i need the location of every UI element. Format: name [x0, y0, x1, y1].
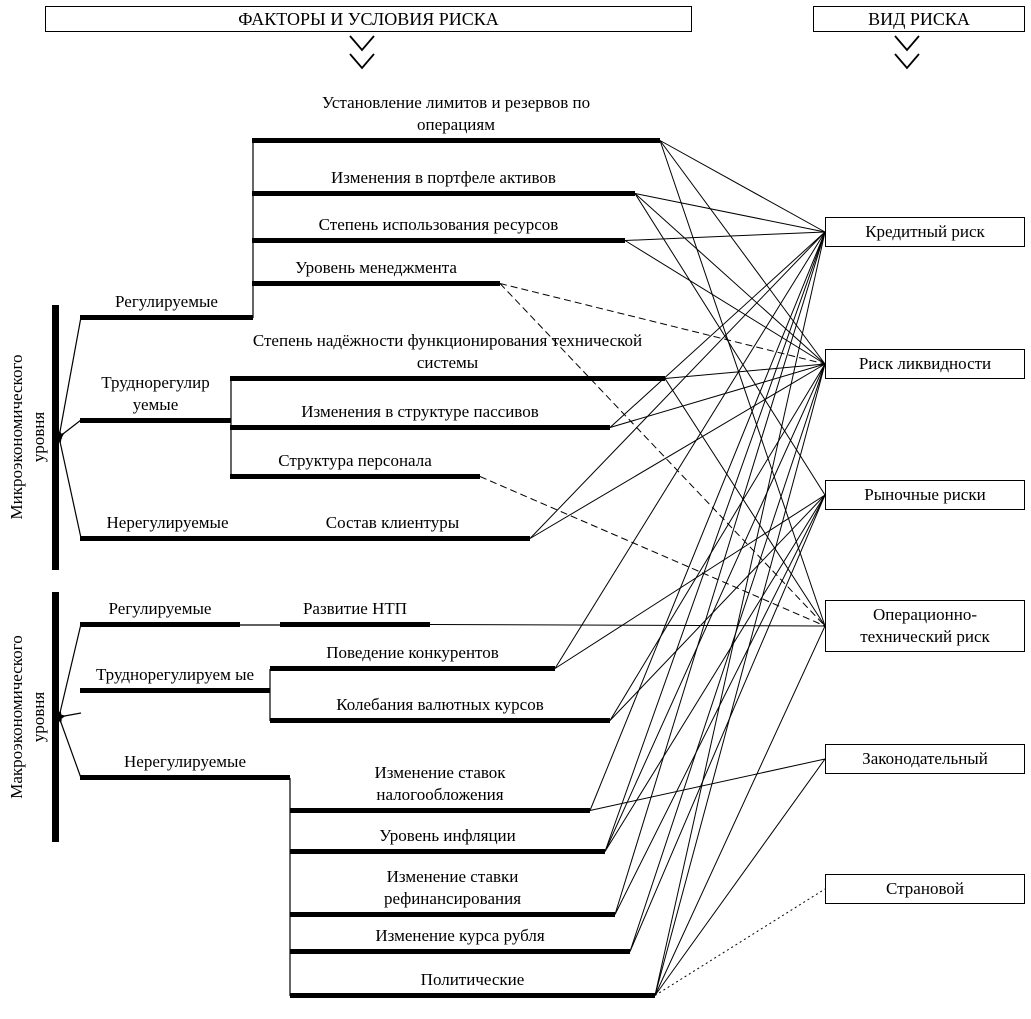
- factor-underline: [290, 808, 590, 813]
- factor-ntp-development: [280, 598, 430, 627]
- factor-underline: [290, 849, 605, 854]
- factor-liability-structure: [230, 401, 610, 430]
- factor-competitor-behavior: [270, 642, 555, 671]
- risk-box-credit: [825, 217, 1025, 247]
- factor-label: Изменения в портфеле активов: [331, 168, 556, 187]
- factor-resource-usage: [252, 214, 625, 243]
- chevron-down-icon: [350, 36, 374, 50]
- risk-box-legislative: [825, 744, 1025, 774]
- edge-line: [590, 759, 825, 811]
- risk-box-country: [825, 874, 1025, 904]
- edge-line: [605, 232, 825, 852]
- factor-underline: [252, 191, 635, 196]
- risk-label: Законодательный: [862, 749, 988, 768]
- risk-box-liquidity: [825, 349, 1025, 379]
- branch-line: [59, 713, 81, 717]
- category-micro-hard-regulated: [80, 372, 231, 423]
- factor-label: Политические: [420, 970, 525, 989]
- factor-label: Колебания валютных курсов: [336, 695, 544, 714]
- risk-label: Операционно-технический риск: [860, 605, 990, 646]
- branch-line: [59, 624, 81, 717]
- factor-underline: [252, 238, 625, 243]
- factor-label: Поведение конкурентов: [326, 643, 499, 662]
- factor-underline: [270, 718, 610, 723]
- factor-underline: [255, 536, 530, 541]
- category-label: Нерегулируемые: [124, 752, 246, 771]
- factor-label: Изменение ставки рефинансирования: [383, 867, 522, 908]
- risk-label: Рыночные риски: [864, 485, 986, 504]
- category-label: Труднорегулир уемые: [101, 373, 210, 414]
- factor-tech-reliability: [230, 330, 665, 381]
- factor-underline: [290, 949, 630, 954]
- branch-line: [59, 717, 81, 778]
- risk-box-operational-technical: [825, 600, 1025, 652]
- chevron-down-icon: [895, 36, 919, 50]
- factor-underline: [290, 912, 615, 917]
- factors-header: [45, 6, 692, 32]
- factor-label: Изменение курса рубля: [375, 926, 545, 945]
- factor-underline: [252, 281, 500, 286]
- edge-line: [655, 364, 825, 996]
- category-label: Регулируемые: [115, 292, 218, 311]
- down-arrow-icon: [342, 32, 382, 78]
- branch-line: [59, 437, 81, 538]
- category-label: Нерегулируемые: [106, 513, 229, 532]
- category-underline: [80, 315, 253, 320]
- factor-inflation-level: [290, 825, 605, 854]
- factor-management-level: [252, 257, 500, 286]
- category-macro-regulated: [80, 598, 240, 627]
- category-underline: [80, 418, 231, 423]
- risk-type-header-label: ВИД РИСКА: [868, 9, 970, 29]
- edge-line: [660, 141, 825, 233]
- edge-line: [480, 477, 825, 627]
- factor-client-composition: [255, 512, 530, 541]
- risk-type-header: [813, 6, 1025, 32]
- edge-line: [530, 364, 825, 539]
- category-label: Труднорегулируем ые: [95, 665, 255, 684]
- factor-ruble-rate: [290, 925, 630, 954]
- factor-tax-rates: [290, 762, 590, 813]
- factor-underline: [290, 993, 655, 998]
- factor-currency-fluctuations: [270, 694, 610, 723]
- category-underline: [80, 688, 270, 693]
- category-macro-hard-regulated: [80, 664, 270, 693]
- factor-label: Изменения в структуре пассивов: [301, 402, 539, 421]
- factor-political: [290, 969, 655, 998]
- level-label-macro: Макроэкономического уровня: [7, 635, 48, 799]
- edge-line: [630, 364, 825, 952]
- risk-label: Страновой: [886, 879, 964, 898]
- factor-label: Степень надёжности функционирования технической системы: [252, 331, 643, 372]
- factor-asset-portfolio: [252, 167, 635, 196]
- edge-line: [555, 495, 825, 669]
- factor-underline: [230, 425, 610, 430]
- factor-label: Развитие НТП: [302, 599, 408, 618]
- category-macro-unregulated: [80, 751, 290, 780]
- level-bar-micro: [52, 305, 59, 570]
- edge-line: [605, 364, 825, 852]
- edge-line: [530, 232, 825, 539]
- category-underline: [80, 622, 240, 627]
- risk-label: Кредитный риск: [865, 222, 985, 241]
- branch-line: [59, 420, 81, 437]
- factor-underline: [270, 666, 555, 671]
- factor-label: Структура персонала: [278, 451, 432, 470]
- level-label-micro: Микроэкономического уровня: [7, 354, 48, 520]
- category-underline: [80, 775, 290, 780]
- category-micro-regulated: [80, 291, 253, 320]
- factor-underline: [252, 138, 660, 143]
- chevron-down-icon: [895, 54, 919, 68]
- factor-label: Установление лимитов и резервов по операциям: [321, 93, 591, 134]
- edge-line: [555, 232, 825, 669]
- edge-line: [660, 141, 825, 365]
- factor-personnel-structure: [230, 450, 480, 479]
- factor-label: Уровень менеджмента: [295, 258, 457, 277]
- factors-header-label: ФАКТОРЫ И УСЛОВИЯ РИСКА: [238, 9, 499, 29]
- category-micro-unregulated: [80, 512, 255, 541]
- category-underline: [80, 536, 255, 541]
- factor-label: Уровень инфляции: [379, 826, 516, 845]
- category-label: Регулируемые: [108, 599, 212, 618]
- factor-underline: [230, 474, 480, 479]
- factor-label: Степень использования ресурсов: [318, 215, 559, 234]
- edge-line: [655, 889, 825, 996]
- factor-underline: [280, 622, 430, 627]
- factor-underline: [230, 376, 665, 381]
- edge-line: [655, 232, 825, 996]
- branch-line: [59, 317, 81, 437]
- edge-line: [635, 194, 825, 233]
- risk-box-market: [825, 480, 1025, 510]
- edge-line: [430, 625, 825, 627]
- chevron-down-icon: [350, 54, 374, 68]
- edge-line: [655, 759, 825, 996]
- factor-limits-reserves: [252, 92, 660, 143]
- down-arrow-icon: [887, 32, 927, 78]
- factor-label: Состав клиентуры: [325, 513, 460, 532]
- level-bar-macro: [52, 592, 59, 842]
- factor-refinancing-rate: [290, 866, 615, 917]
- edge-line: [630, 495, 825, 952]
- risk-label: Риск ликвидности: [858, 354, 992, 373]
- factor-label: Изменение ставок налогообложения: [374, 763, 506, 804]
- edge-line: [625, 232, 825, 241]
